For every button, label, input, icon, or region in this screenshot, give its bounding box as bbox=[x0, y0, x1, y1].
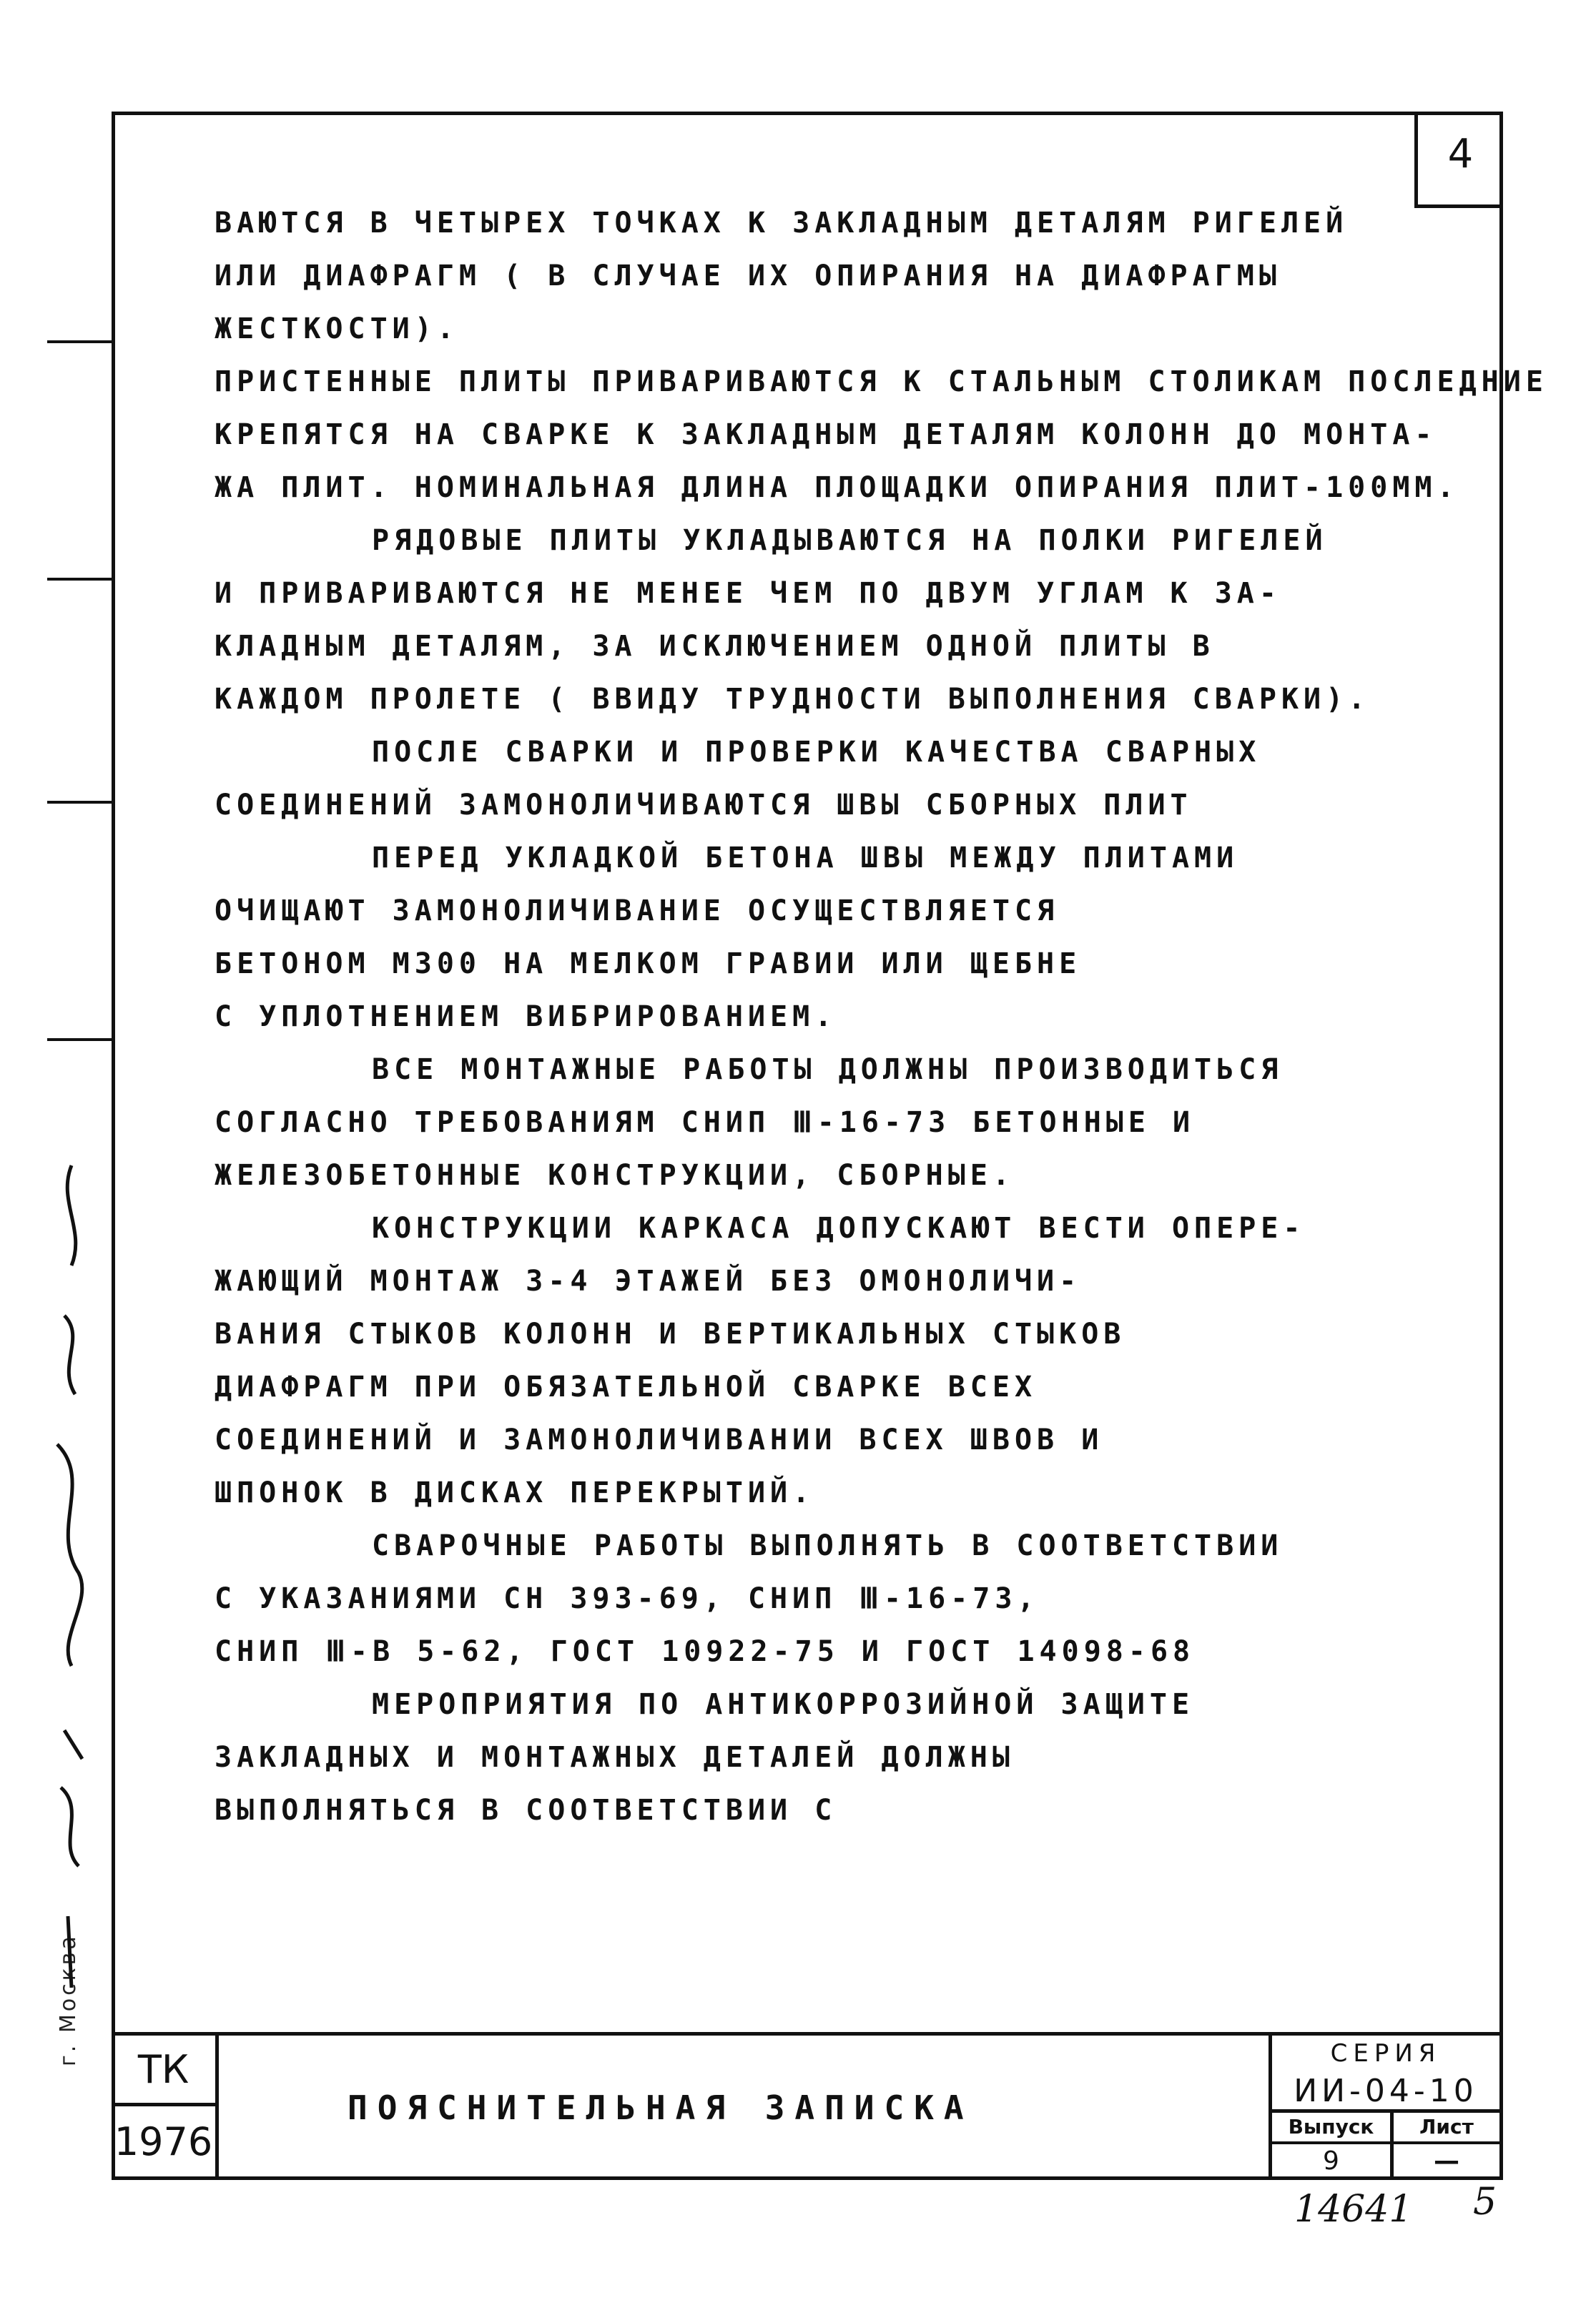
text-line: КОНСТРУКЦИИ КАРКАСА ДОПУСКАЮТ ВЕСТИ ОПЕРЕ- bbox=[372, 1212, 1306, 1245]
margin-tick bbox=[47, 1038, 112, 1041]
text-line: ЖА ПЛИТ. НОМИНАЛЬНАЯ ДЛИНА ПЛОЩАДКИ ОПИРАНИЯ ПЛИТ-100ММ. bbox=[215, 471, 1459, 504]
text-line: КЛАДНЫМ ДЕТАЛЯМ, ЗА ИСКЛЮЧЕНИЕМ ОДНОЙ ПЛИТЫ В bbox=[215, 630, 1215, 663]
margin-tick bbox=[47, 801, 112, 804]
text-line: ЖЕСТКОСТИ). bbox=[215, 312, 459, 345]
text-line: СОГЛАСНО ТРЕБОВАНИЯМ СНИП Ⅲ-16-73 БЕТОННЫЕ И bbox=[215, 1106, 1196, 1139]
margin-tick bbox=[47, 578, 112, 581]
issue-value: 9 bbox=[1272, 2144, 1394, 2180]
text-line: БЕТОНОМ М300 НА МЕЛКОМ ГРАВИИ ИЛИ ЩЕБНЕ bbox=[215, 947, 1082, 980]
text-line: ОЧИЩАЮТ ЗАМОНОЛИЧИВАНИЕ ОСУЩЕСТВЛЯЕТСЯ bbox=[215, 894, 1060, 927]
text-line: РЯДОВЫЕ ПЛИТЫ УКЛАДЫВАЮТСЯ НА ПОЛКИ РИГЕЛЕЙ bbox=[372, 524, 1328, 557]
list-value: — bbox=[1434, 2146, 1459, 2176]
list-label: Лист bbox=[1394, 2113, 1499, 2144]
document-title: ПОЯСНИТЕЛЬНАЯ ЗАПИСКА bbox=[348, 2088, 974, 2127]
text-line: ВАНИЯ СТЫКОВ КОЛОНН И ВЕРТИКАЛЬНЫХ СТЫКОВ bbox=[215, 1318, 1126, 1351]
text-line: ЖАЮЩИЙ МОНТАЖ 3-4 ЭТАЖЕЙ БЕЗ ОМОНОЛИЧИ- bbox=[215, 1265, 1082, 1298]
text-line: С УКАЗАНИЯМИ СН 393-69, СНИП Ⅲ-16-73, bbox=[215, 1582, 1040, 1615]
text-line: СОЕДИНЕНИЙ И ЗАМОНОЛИЧИВАНИИ ВСЕХ ШВОВ И bbox=[215, 1424, 1104, 1456]
text-line: ПОСЛЕ СВАРКИ И ПРОВЕРКИ КАЧЕСТВА СВАРНЫХ bbox=[372, 736, 1261, 769]
text-line: ИЛИ ДИАФРАГМ ( В СЛУЧАЕ ИХ ОПИРАНИЯ НА ДИАФРАГМЫ bbox=[215, 260, 1281, 292]
text-line: ПРИСТЕННЫЕ ПЛИТЫ ПРИВАРИВАЮТСЯ К СТАЛЬНЫМ СТОЛИКАМ ПОСЛЕДНИЕ bbox=[215, 365, 1548, 398]
text-line: КРЕПЯТСЯ НА СВАРКЕ К ЗАКЛАДНЫМ ДЕТАЛЯМ КОЛОНН ДО МОНТА- bbox=[215, 418, 1437, 451]
page-number: 5 bbox=[1473, 2181, 1497, 2224]
text-line: КАЖДОМ ПРОЛЕТЕ ( ВВИДУ ТРУДНОСТИ ВЫПОЛНЕНИЯ СВАРКИ). bbox=[215, 683, 1371, 716]
text-line: ЖЕЛЕЗОБЕТОННЫЕ КОНСТРУКЦИИ, СБОРНЫЕ. bbox=[215, 1159, 1015, 1192]
series-label: СЕРИЯ bbox=[1330, 2039, 1442, 2068]
text-line: И ПРИВАРИВАЮТСЯ НЕ МЕНЕЕ ЧЕМ ПО ДВУМ УГЛАМ К ЗА- bbox=[215, 577, 1281, 610]
inventory-number: 14641 bbox=[1294, 2188, 1413, 2231]
text-line: ШПОНОК В ДИСКАХ ПЕРЕКРЫТИЙ. bbox=[215, 1476, 815, 1509]
text-line: ДИАФРАГМ ПРИ ОБЯЗАТЕЛЬНОЙ СВАРКЕ ВСЕХ bbox=[215, 1371, 1038, 1404]
text-line: СНИП Ⅲ-В 5-62, ГОСТ 10922-75 И ГОСТ 14098-68 bbox=[215, 1635, 1196, 1668]
series-block bbox=[1269, 2036, 1499, 2180]
margin-tick bbox=[47, 340, 112, 343]
text-line: СОЕДИНЕНИЙ ЗАМОНОЛИЧИВАЮТСЯ ШВЫ СБОРНЫХ ПЛИТ bbox=[215, 789, 1193, 822]
sheet-number-box: 4 bbox=[1414, 112, 1503, 208]
title-block bbox=[112, 2032, 1503, 2180]
text-line: СВАРОЧНЫЕ РАБОТЫ ВЫПОЛНЯТЬ В СООТВЕТСТВИИ bbox=[372, 1529, 1284, 1562]
text-line: С УПЛОТНЕНИЕМ ВИБРИРОВАНИЕМ. bbox=[215, 1000, 837, 1033]
signature-mark bbox=[43, 1144, 107, 2002]
text-line: ПЕРЕД УКЛАДКОЙ БЕТОНА ШВЫ МЕЖДУ ПЛИТАМИ bbox=[372, 842, 1239, 874]
series-value: ИИ-04-10 bbox=[1272, 2071, 1499, 2113]
body-text bbox=[215, 202, 1548, 1842]
stamp-year: 1976 bbox=[112, 2106, 219, 2180]
stamp-code: ТК bbox=[112, 2036, 219, 2106]
text-line: МЕРОПРИЯТИЯ ПО АНТИКОРРОЗИЙНОЙ ЗАЩИТЕ bbox=[372, 1688, 1195, 1721]
side-stamp-text: г. Москва bbox=[56, 1933, 81, 2066]
text-line: ВСЕ МОНТАЖНЫЕ РАБОТЫ ДОЛЖНЫ ПРОИЗВОДИТЬСЯ bbox=[372, 1053, 1284, 1086]
text-line: ВАЮТСЯ В ЧЕТЫРЕХ ТОЧКАХ К ЗАКЛАДНЫМ ДЕТАЛЯМ РИГЕЛЕЙ bbox=[215, 207, 1349, 240]
issue-label: Выпуск bbox=[1272, 2113, 1394, 2144]
text-line: ВЫПОЛНЯТЬСЯ В СООТВЕТСТВИИ С bbox=[215, 1794, 837, 1827]
text-line: ЗАКЛАДНЫХ И МОНТАЖНЫХ ДЕТАЛЕЙ ДОЛЖНЫ bbox=[215, 1741, 1015, 1774]
